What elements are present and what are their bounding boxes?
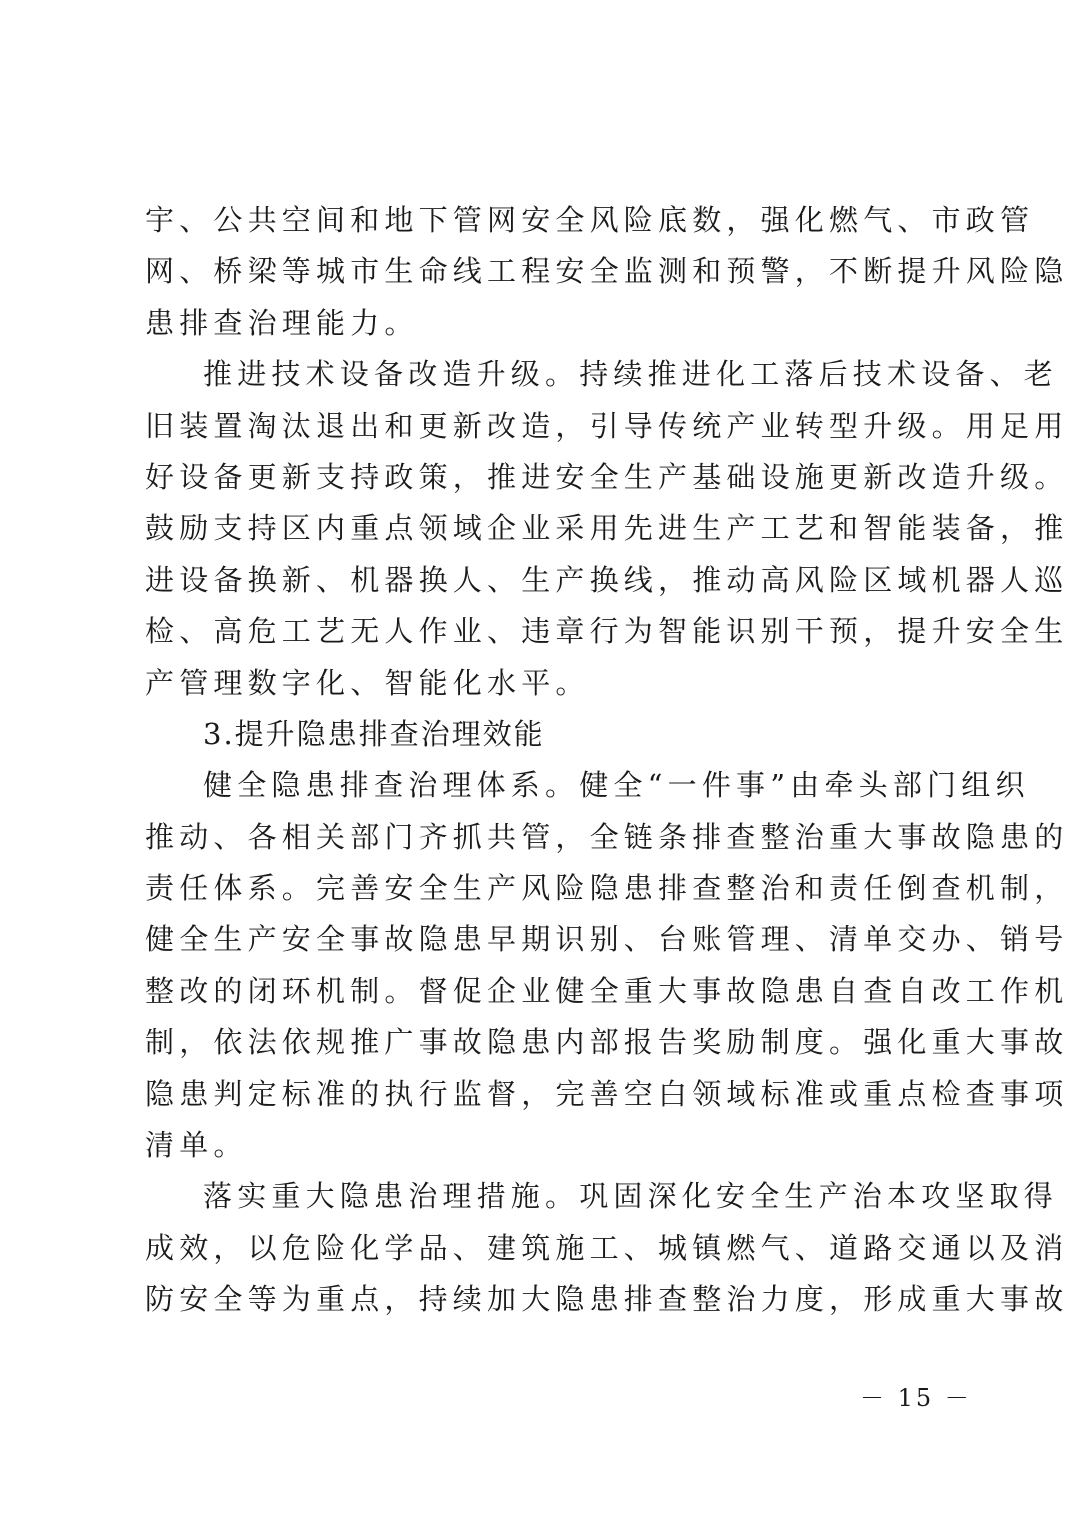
text-line: 患排查治理能力。 bbox=[145, 305, 419, 340]
text-line: 健全生产安全事故隐患早期识别、台账管理、清单交办、销号 bbox=[145, 922, 1069, 957]
paragraph-first-line: 推进技术设备改造升级。持续推进化工落后技术设备、老 bbox=[203, 357, 1059, 392]
text-line: 检、高危工艺无人作业、违章行为智能识别干预，提升安全生 bbox=[145, 614, 1069, 649]
text-line: 整改的闭环机制。督促企业健全重大事故隐患自查自改工作机 bbox=[145, 973, 1069, 1008]
text-line: 好设备更新支持政策，推进安全生产基础设施更新改造升级。 bbox=[145, 459, 1069, 494]
text-line: 清单。 bbox=[145, 1128, 248, 1163]
text-line: 旧装置淘汰退出和更新改造，引导传统产业转型升级。用足用 bbox=[145, 408, 1069, 443]
text-line: 责任体系。完善安全生产风险隐患排查整治和责任倒查机制， bbox=[145, 871, 1069, 906]
section-heading: 3.提升隐患排查治理效能 bbox=[203, 716, 545, 751]
text-line: 成效，以危险化学品、建筑施工、城镇燃气、道路交通以及消 bbox=[145, 1230, 1069, 1265]
body-text bbox=[145, 195, 1069, 1326]
text-line: 推动、各相关部门齐抓共管，全链条排查整治重大事故隐患的 bbox=[145, 819, 1069, 854]
text-line: 防安全等为重点，持续加大隐患排查整治力度，形成重大事故 bbox=[145, 1282, 1069, 1317]
page-number: － 15 － bbox=[860, 1384, 972, 1412]
text-line: 鼓励支持区内重点领域企业采用先进生产工艺和智能装备，推 bbox=[145, 511, 1069, 546]
text-line: 产管理数字化、智能化水平。 bbox=[145, 665, 590, 700]
paragraph-first-line: 落实重大隐患治理措施。巩固深化安全生产治本攻坚取得 bbox=[203, 1179, 1059, 1214]
paragraph-first-line: 健全隐患排查治理体系。健全“一件事”由牵头部门组织 bbox=[203, 768, 1030, 803]
text-line: 隐患判定标准的执行监督，完善空白领域标准或重点检查事项 bbox=[145, 1076, 1069, 1111]
text-line: 宇、公共空间和地下管网安全风险底数，强化燃气、市政管 bbox=[145, 203, 1035, 237]
text-line: 网、桥梁等城市生命线工程安全监测和预警，不断提升风险隐 bbox=[145, 254, 1069, 289]
text-line: 制，依法依规推广事故隐患内部报告奖励制度。强化重大事故 bbox=[145, 1025, 1069, 1060]
text-line: 进设备换新、机器换人、生产换线，推动高风险区域机器人巡 bbox=[145, 562, 1069, 597]
